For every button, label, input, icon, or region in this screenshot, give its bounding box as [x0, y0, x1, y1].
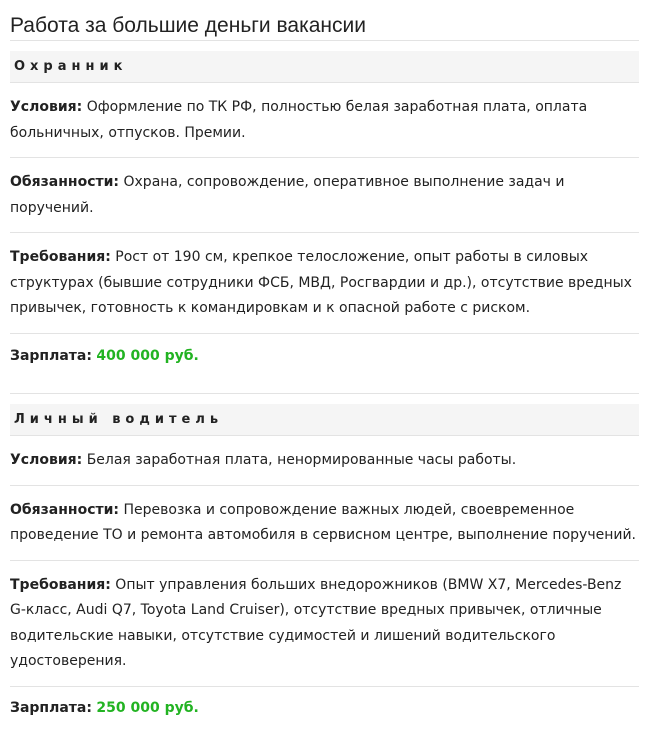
- conditions-text: Оформление по ТК РФ, полностью белая заработная плата, оплата больничных, отпусков. Премии.: [10, 99, 588, 141]
- salary-amount: 250 000 руб.: [96, 699, 199, 716]
- job-conditions: [10, 83, 639, 158]
- requirements-text: Рост от 190 см, крепкое телосложение, опыт работы в силовых структурах (бывшие сотрудники ФСБ, МВД, Росгвардии и др.), отсутствие вредных привычек, готовность к командировкам и к опасной работе с риском.: [10, 249, 632, 316]
- requirements-label: Требования:: [10, 249, 111, 265]
- duties-label: Обязанности:: [10, 174, 120, 190]
- conditions-text: Белая заработная плата, ненормированные часы работы.: [86, 452, 517, 468]
- job-conditions: [10, 436, 639, 486]
- salary-amount: 400 000 руб.: [96, 347, 199, 364]
- duties-text: Перевозка и сопровождение важных людей, своевременное проведение ТО и ремонта автомобиля в сервисном центре, выполнение поручений.: [10, 501, 637, 543]
- job-title: Охранник: [10, 51, 639, 83]
- page-content: [10, 0, 639, 744]
- job-requirements: [10, 233, 639, 334]
- job-card-driver: [10, 404, 639, 744]
- conditions-label: Условия:: [10, 452, 83, 468]
- job-salary: [10, 334, 639, 395]
- page-title: Работа за большие деньги вакансии: [10, 0, 639, 41]
- salary-label: Зарплата:: [10, 347, 92, 364]
- salary-label: Зарплата:: [10, 699, 92, 716]
- job-duties: [10, 158, 639, 233]
- job-title: Личный водитель: [10, 404, 639, 436]
- duties-text: Охрана, сопровождение, оперативное выполнение задач и поручений.: [10, 174, 565, 216]
- requirements-label: Требования:: [10, 576, 111, 593]
- job-requirements: [10, 561, 639, 687]
- conditions-label: Условия:: [10, 99, 83, 115]
- job-card-guard: [10, 51, 639, 394]
- duties-label: Обязанности:: [10, 501, 120, 518]
- requirements-text: Опыт управления больших внедорожников (BMW X7, Mercedes-Benz G-класс, Audi Q7, Toyota Land Cruiser), отсутствие вредных привычек, отличные водительские навыки, отсутствие судимостей и лишений водительского удостоверения.: [10, 576, 622, 669]
- job-salary: [10, 687, 639, 745]
- job-duties: [10, 486, 639, 561]
